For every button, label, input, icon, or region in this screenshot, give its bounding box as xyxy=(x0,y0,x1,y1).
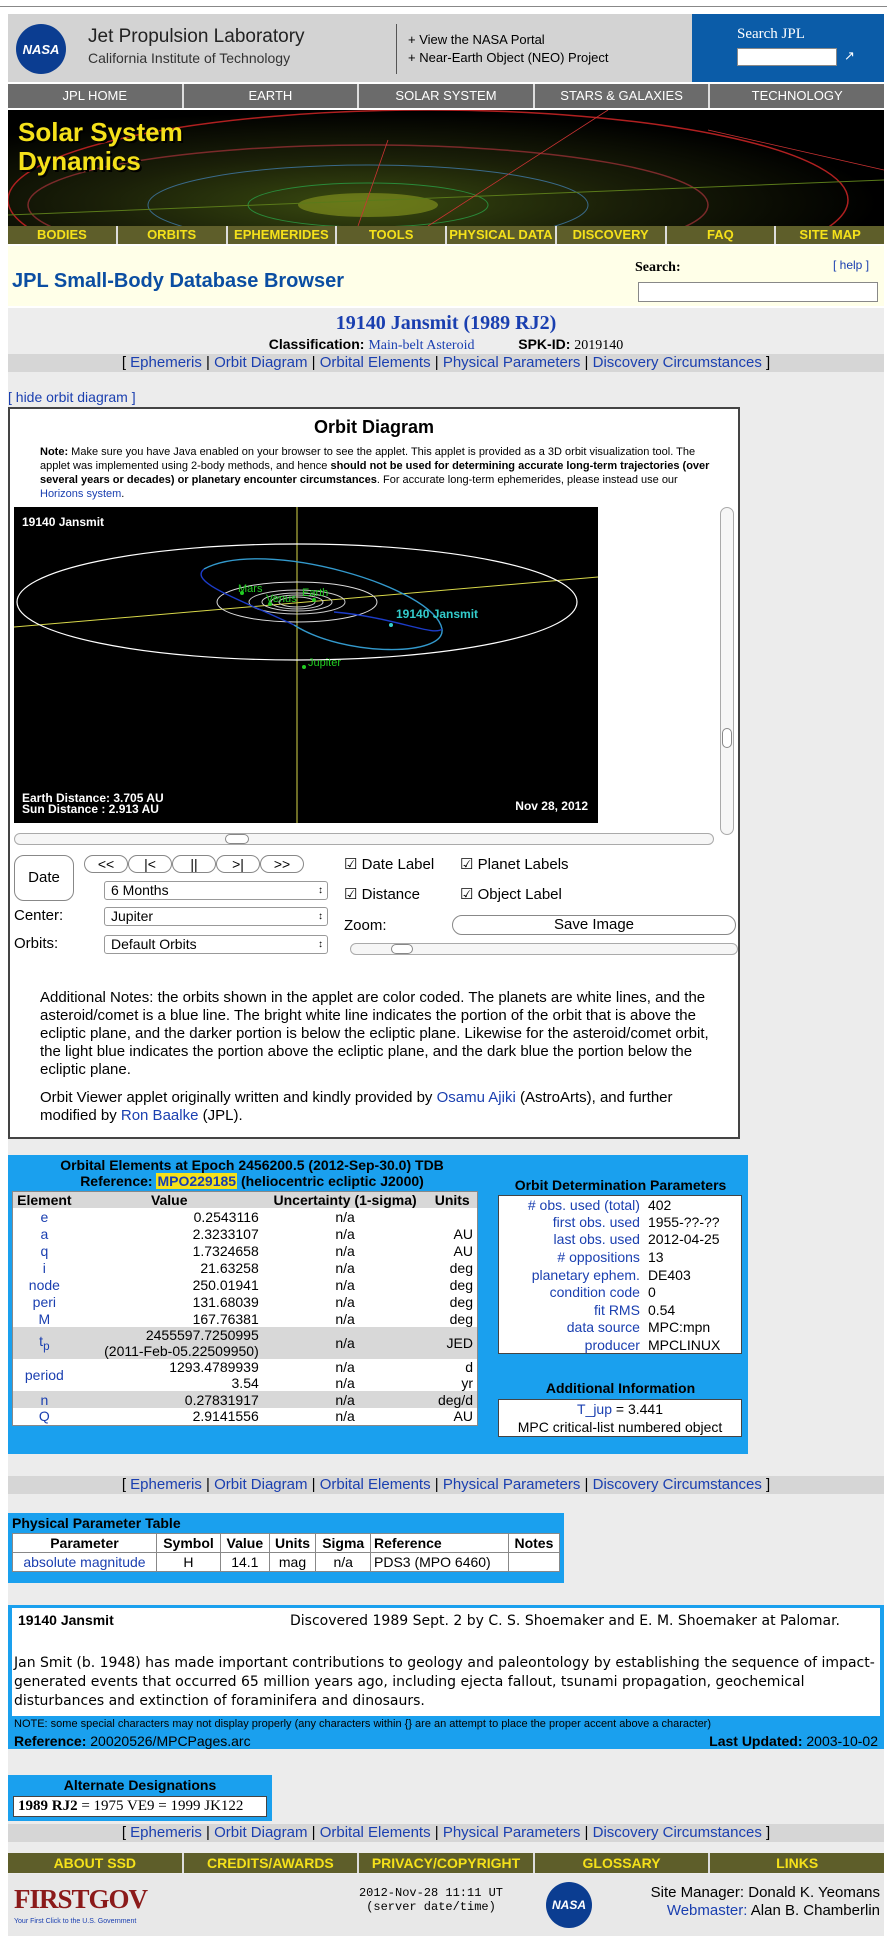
frame-label: (heliocentric ecliptic J2000) xyxy=(237,1173,424,1189)
center-label: Center: xyxy=(14,907,64,924)
notes-cell xyxy=(508,1553,559,1572)
discovery-circumstances: Discovered 1989 Sept. 2 by C. S. Shoemaker and E. M. Shoemaker at Palomar. xyxy=(290,1613,841,1629)
absolute-magnitude-link[interactable]: absolute magnitude xyxy=(13,1553,157,1572)
search-jpl-box xyxy=(692,14,884,82)
classification-label: Classification: xyxy=(268,336,365,352)
link-orbital-elements[interactable]: Orbital Elements xyxy=(319,1824,431,1841)
link-ephemeris[interactable]: Ephemeris xyxy=(130,1476,202,1493)
webmaster-line xyxy=(628,1902,880,1920)
element-uncertainty: n/a xyxy=(335,1408,355,1425)
ajiki-link[interactable]: Osamu Ajiki xyxy=(436,1089,516,1106)
element-value: 0.2543116 xyxy=(193,1208,259,1225)
applet-horizontal-scrollbar[interactable] xyxy=(14,833,714,845)
reference-label: Reference: xyxy=(80,1173,157,1189)
additional-info-box xyxy=(498,1399,742,1437)
element-link[interactable]: q xyxy=(40,1242,49,1259)
param-value: 1955-??-?? xyxy=(647,1213,720,1230)
period-unc-days: n/a xyxy=(335,1359,355,1375)
table-row xyxy=(13,1327,478,1359)
ssd-title-line1: Solar System xyxy=(18,117,183,147)
step-size-select[interactable] xyxy=(104,881,328,900)
date-label-checkbox-label: Date Label xyxy=(361,856,435,873)
checkbox-checked-icon: ☑ xyxy=(460,856,474,873)
element-uncertainty: n/a xyxy=(335,1242,355,1259)
jpl-subtitle: California Institute of Technology xyxy=(88,50,291,66)
earth-label: Earth xyxy=(302,587,329,599)
orbit-diagram-title: Orbit Diagram xyxy=(313,417,435,437)
physical-parameters-title: Physical Parameter Table xyxy=(12,1515,181,1531)
table-row xyxy=(13,1208,478,1225)
column-header: Symbol xyxy=(156,1534,220,1553)
planet-labels-checkbox-label: Planet Labels xyxy=(477,856,569,873)
param-value: 0 xyxy=(647,1284,656,1301)
param-link[interactable]: fit RMS xyxy=(594,1301,640,1318)
ssd-nav-tools[interactable]: TOOLS xyxy=(337,226,447,244)
footer-links[interactable]: LINKS xyxy=(776,1855,819,1871)
zoom-label: Zoom: xyxy=(344,917,387,934)
tp-symbol: t xyxy=(39,1333,44,1350)
element-link[interactable]: n xyxy=(40,1391,49,1408)
center-value: Jupiter xyxy=(111,908,154,924)
element-value: 2.9141556 xyxy=(192,1408,259,1425)
column-header: Notes xyxy=(508,1534,559,1553)
table-row xyxy=(499,1213,742,1231)
venus-label: Venus xyxy=(266,593,297,605)
tjup-link[interactable]: T_jup xyxy=(576,1401,613,1417)
firstgov-tagline: Your First Click to the U.S. Government xyxy=(14,1918,137,1925)
applet-object-name: 19140 Jansmit xyxy=(22,515,105,529)
orbit-applet-graphic[interactable] xyxy=(14,507,598,823)
applet-orbit-label: 19140 Jansmit xyxy=(396,607,479,621)
applet-vertical-scrollbar[interactable] xyxy=(720,507,734,835)
alternate-designations-box xyxy=(13,1796,267,1817)
column-header: Value xyxy=(76,1192,263,1209)
orbits-select[interactable] xyxy=(104,935,328,954)
table-row xyxy=(499,1319,742,1337)
object-label-checkbox-label: Object Label xyxy=(477,886,562,903)
hide-orbit-diagram-link[interactable]: [ hide orbit diagram ] xyxy=(8,389,136,405)
tp-jd: 2455597.7250995 xyxy=(145,1327,259,1343)
mars-label: Mars xyxy=(238,583,263,595)
orbital-elements-heading xyxy=(12,1157,492,1189)
orbital-elements-panel xyxy=(8,1155,748,1454)
pause-button[interactable]: || xyxy=(172,855,216,873)
special-characters-note: NOTE: some special characters may not display properly (any characters within {} are an attempt to place the proper accent above a character) xyxy=(14,1718,712,1730)
element-link[interactable]: M xyxy=(38,1310,51,1327)
link-ephemeris[interactable]: Ephemeris xyxy=(130,354,202,371)
site-manager-line xyxy=(628,1884,880,1902)
select-arrows-icon: ↕ xyxy=(318,885,323,896)
horizons-link[interactable]: Horizons system xyxy=(40,488,122,500)
table-row xyxy=(13,1293,478,1310)
param-value: DE403 xyxy=(647,1266,691,1283)
table-row xyxy=(13,1359,478,1391)
reference-heading xyxy=(12,1173,492,1189)
symbol-cell: H xyxy=(156,1553,220,1572)
element-value xyxy=(76,1327,263,1359)
column-header: Sigma xyxy=(316,1534,371,1553)
checkbox-checked-icon: ☑ xyxy=(460,886,474,903)
classification-line xyxy=(8,336,884,354)
column-header: Uncertainty (1-sigma) xyxy=(263,1192,428,1209)
table-row xyxy=(13,1391,478,1408)
orbits-label: Orbits: xyxy=(14,935,59,952)
credit-text-2: (AstroArts), and further modified by xyxy=(40,1089,673,1124)
element-value: 131.68039 xyxy=(192,1293,259,1310)
column-header: Value xyxy=(221,1534,270,1553)
element-link[interactable]: Q xyxy=(38,1408,50,1425)
section-link-bar-bottom: [ Ephemeris | Orbit Diagram | Orbital Elements | Physical Parameters | Discovery Circumstances ] xyxy=(8,1824,884,1842)
column-header: Element xyxy=(13,1192,76,1209)
top-rule xyxy=(0,6,887,7)
sbdb-search-label: Search: xyxy=(635,260,681,275)
applet-date: Nov 28, 2012 xyxy=(515,799,588,813)
other-designations: = 1975 VE9 = 1999 JK122 xyxy=(77,1798,244,1814)
element-uncertainty: n/a xyxy=(335,1391,355,1408)
element-units: deg xyxy=(449,1310,473,1327)
applet-distances xyxy=(22,793,164,815)
server-date xyxy=(358,1886,504,1914)
element-uncertainty: n/a xyxy=(335,1293,355,1310)
table-row xyxy=(499,1231,742,1249)
tjup-line xyxy=(499,1400,741,1418)
nav-stars-galaxies[interactable]: STARS & GALAXIES xyxy=(535,84,711,108)
table-row xyxy=(499,1248,742,1266)
link-orbit-diagram[interactable]: Orbit Diagram xyxy=(214,354,308,371)
note-warning: should not be used for determining accurate long-term trajectories (over several years or decades) or planetary encounter circumstances xyxy=(40,460,710,486)
alternate-designations-panel xyxy=(8,1775,272,1821)
column-header: Units xyxy=(427,1192,477,1209)
link-physical-parameters[interactable]: Physical Parameters xyxy=(442,1476,581,1493)
nav-technology[interactable]: TECHNOLOGY xyxy=(751,88,843,103)
element-link[interactable]: a xyxy=(40,1225,49,1242)
ssd-nav-site-map[interactable]: SITE MAP xyxy=(799,227,861,242)
credit-text-3: (JPL). xyxy=(198,1107,243,1124)
element-units: AU xyxy=(453,1242,473,1259)
reference-label: Reference: xyxy=(14,1733,87,1749)
save-image-button[interactable]: Save Image xyxy=(452,915,736,935)
param-link[interactable]: # obs. used (total) xyxy=(527,1196,640,1213)
step-back-button[interactable]: |< xyxy=(128,855,172,873)
element-units xyxy=(427,1208,477,1225)
page-title: JPL Small-Body Database Browser xyxy=(12,270,344,292)
param-link[interactable]: producer xyxy=(584,1336,640,1353)
footer-glossary[interactable]: GLOSSARY xyxy=(535,1853,711,1873)
period-unc-years: n/a xyxy=(335,1375,355,1391)
table-header xyxy=(13,1534,560,1553)
period-units-years: yr xyxy=(461,1375,473,1391)
element-units: deg xyxy=(449,1259,473,1276)
sun-distance: Sun Distance : 2.913 AU xyxy=(22,802,159,816)
distance-checkbox-label: Distance xyxy=(361,886,420,903)
element-value: 21.63258 xyxy=(200,1259,259,1276)
step-forward-button[interactable]: >| xyxy=(216,855,260,873)
applet-credit xyxy=(40,1089,710,1125)
param-value: MPCLINUX xyxy=(647,1336,721,1353)
param-link[interactable]: last obs. used xyxy=(553,1231,640,1248)
sbdb-title-bar xyxy=(8,246,884,306)
header-divider xyxy=(396,24,397,74)
horizontal-scroll-thumb[interactable] xyxy=(225,834,249,844)
link-ephemeris[interactable]: Ephemeris xyxy=(130,1824,202,1841)
help-link[interactable]: [ help ] xyxy=(833,258,870,272)
note-label: Note: xyxy=(40,446,69,458)
credit-text-1: Orbit Viewer applet originally written and kindly provided by xyxy=(40,1089,437,1106)
param-value: 13 xyxy=(647,1249,664,1266)
param-value: 402 xyxy=(647,1196,672,1213)
object-label-checkbox[interactable] xyxy=(460,885,562,903)
jpl-header xyxy=(8,14,884,82)
ssd-title[interactable] xyxy=(18,118,183,176)
param-link[interactable]: data source xyxy=(566,1319,640,1336)
param-value: 2012-04-25 xyxy=(647,1231,720,1248)
jupiter-label: Jupiter xyxy=(308,657,342,669)
link-orbit-diagram[interactable]: Orbit Diagram xyxy=(214,1824,308,1841)
element-link[interactable] xyxy=(13,1327,76,1359)
ssd-nav xyxy=(8,226,884,244)
firstgov-logo[interactable]: FIRSTGOV xyxy=(14,1884,148,1914)
forward-fast-button[interactable]: >> xyxy=(260,855,304,873)
search-go-icon[interactable]: ↗ xyxy=(844,48,855,63)
orbital-elements-table xyxy=(12,1191,478,1426)
param-link[interactable]: # oppositions xyxy=(557,1249,640,1266)
discovery-panel xyxy=(8,1605,884,1749)
table-row xyxy=(499,1283,742,1301)
table-row xyxy=(499,1196,742,1214)
mpo-reference-link[interactable]: MPO229185 xyxy=(157,1173,237,1189)
link-orbital-elements[interactable]: Orbital Elements xyxy=(319,354,431,371)
ssd-nav-orbits[interactable]: ORBITS xyxy=(118,226,228,244)
date-label-checkbox[interactable] xyxy=(344,855,434,873)
java-note xyxy=(40,445,710,501)
element-units: AU xyxy=(453,1225,473,1242)
table-row xyxy=(499,1266,742,1284)
footer-privacy-copyright[interactable]: PRIVACY/COPYRIGHT xyxy=(359,1853,535,1873)
discovery-object-name: 19140 Jansmit xyxy=(18,1612,114,1628)
ssd-nav-faq[interactable]: FAQ xyxy=(667,226,777,244)
select-arrows-icon: ↕ xyxy=(318,939,323,950)
column-header: Parameter xyxy=(13,1534,157,1553)
primary-designation: 1989 RJ2 xyxy=(18,1798,78,1814)
element-value: 1.7324658 xyxy=(192,1242,259,1259)
ssd-nav-ephemerides[interactable]: EPHEMERIDES xyxy=(228,226,338,244)
ssd-nav-discovery[interactable]: DISCOVERY xyxy=(557,226,667,244)
table-row xyxy=(13,1242,478,1259)
additional-notes: Additional Notes: the orbits shown in the applet are color coded. The planets are white lines, and the asteroid/comet is a blue line. The bright white line indicates the portion of the orbit that is above the ecliptic plane, and the darker portion is below the ecliptic plane. Likewise for the asteroid/comet orbit, the light blue indicates the portion above the ecliptic plane, and the dark blue the portion below the ecliptic plane. xyxy=(40,989,709,1078)
object-title: 19140 Jansmit (1989 RJ2) xyxy=(335,312,557,334)
ssd-nav-physical-data[interactable]: PHYSICAL DATA xyxy=(447,226,557,244)
element-value: 2.3233107 xyxy=(192,1225,259,1242)
element-uncertainty: n/a xyxy=(335,1276,355,1293)
server-date-value: 2012-Nov-28 11:11 UT xyxy=(358,1886,504,1900)
footer-nav xyxy=(8,1853,884,1873)
param-link[interactable]: condition code xyxy=(549,1284,640,1301)
element-units: deg/d xyxy=(437,1391,473,1408)
link-discovery-circumstances[interactable]: Discovery Circumstances xyxy=(592,1824,762,1841)
element-value: 167.76381 xyxy=(192,1310,259,1327)
link-orbital-elements[interactable]: Orbital Elements xyxy=(319,1476,431,1493)
orbit-applet[interactable] xyxy=(14,507,598,823)
search-jpl-label: Search JPL xyxy=(737,26,805,42)
period-days: 1293.4789939 xyxy=(169,1359,259,1375)
discovery-box xyxy=(12,1608,880,1716)
note-text-2: . For accurate long-term ephemerides, please instead use our xyxy=(376,474,678,486)
zoom-slider[interactable] xyxy=(350,943,738,955)
table-row xyxy=(13,1259,478,1276)
element-value: 250.01941 xyxy=(192,1276,259,1293)
element-uncertainty xyxy=(263,1359,428,1391)
element-uncertainty: n/a xyxy=(335,1335,355,1351)
sbdb-search-input[interactable] xyxy=(638,282,878,302)
section-link-bar-middle: [ Ephemeris | Orbit Diagram | Orbital Elements | Physical Parameters | Discovery Circumstances ] xyxy=(8,1476,884,1494)
element-uncertainty: n/a xyxy=(335,1225,355,1242)
param-link[interactable]: first obs. used xyxy=(552,1213,640,1230)
link-physical-parameters[interactable]: Physical Parameters xyxy=(442,1824,581,1841)
link-orbit-diagram[interactable]: Orbit Diagram xyxy=(214,1476,308,1493)
date-button[interactable]: Date xyxy=(14,855,74,901)
select-arrows-icon: ↕ xyxy=(318,911,323,922)
physical-parameters-table xyxy=(12,1533,560,1572)
column-header: Units xyxy=(269,1534,316,1553)
checkbox-checked-icon: ☑ xyxy=(344,886,358,903)
nav-earth[interactable]: EARTH xyxy=(184,84,360,108)
last-updated-value: 2003-10-02 xyxy=(802,1733,878,1749)
param-value: MPC:mpn xyxy=(647,1319,711,1336)
element-link[interactable]: node xyxy=(28,1276,60,1293)
element-units: deg xyxy=(449,1293,473,1310)
note-end: . xyxy=(121,488,125,500)
element-units xyxy=(427,1359,477,1391)
value-cell: 14.1 xyxy=(221,1553,270,1572)
period-units-days: d xyxy=(465,1359,473,1375)
ssd-nav-bodies[interactable]: BODIES xyxy=(8,226,118,244)
spk-id: 2019140 xyxy=(574,338,624,353)
distance-checkbox[interactable] xyxy=(344,885,420,903)
table-row xyxy=(499,1301,742,1319)
orbit-diagram-panel xyxy=(8,407,740,1139)
element-uncertainty: n/a xyxy=(335,1310,355,1327)
link-discovery-circumstances[interactable]: Discovery Circumstances xyxy=(592,354,762,371)
reference-value: 20020526/MPCPages.arc xyxy=(86,1733,251,1749)
site-manager-name: Donald K. Yeomans xyxy=(748,1884,880,1901)
element-units: JED xyxy=(446,1335,473,1351)
vertical-scroll-thumb[interactable] xyxy=(722,728,732,748)
element-value: 0.27831917 xyxy=(184,1391,259,1408)
webmaster-name: Alan B. Chamberlin xyxy=(750,1902,880,1919)
note-text-1: Make sure you have Java enabled on your browser to see the applet. This applet is provided as a 3D orbit visualization tool. The applet was implemented using 2-body methods, and hence xyxy=(40,446,696,472)
param-link[interactable]: planetary ephem. xyxy=(531,1266,640,1283)
orbit-determination-table xyxy=(498,1195,742,1354)
link-physical-parameters[interactable]: Physical Parameters xyxy=(442,354,581,371)
neo-project-link[interactable]: + Near-Earth Object (NEO) Project xyxy=(408,50,609,65)
nav-solar-system[interactable]: SOLAR SYSTEM xyxy=(359,84,535,108)
nasa-portal-link[interactable]: + View the NASA Portal xyxy=(408,32,545,47)
additional-info-title: Additional Information xyxy=(545,1380,696,1396)
link-discovery-circumstances[interactable]: Discovery Circumstances xyxy=(592,1476,762,1493)
site-credits xyxy=(628,1884,880,1920)
tp-subscript: p xyxy=(43,1339,50,1353)
table-row xyxy=(13,1225,478,1242)
footer-credits-awards[interactable]: CREDITS/AWARDS xyxy=(184,1853,360,1873)
table-header xyxy=(13,1192,478,1209)
units-cell: mag xyxy=(269,1553,316,1572)
epoch-heading: Orbital Elements at Epoch 2456200.5 (2012-Sep-30.0) TDB xyxy=(60,1157,444,1173)
table-row xyxy=(13,1276,478,1293)
last-updated-label: Last Updated: xyxy=(709,1733,803,1749)
reference-cell: PDS3 (MPO 6460) xyxy=(371,1553,509,1572)
table-row xyxy=(13,1310,478,1327)
nav-jpl-home[interactable]: JPL HOME xyxy=(8,84,184,108)
footer-about-ssd[interactable]: ABOUT SSD xyxy=(8,1853,184,1873)
jpl-top-nav xyxy=(8,84,884,108)
spk-label: SPK-ID: xyxy=(518,336,571,352)
period-years: 3.54 xyxy=(231,1375,259,1391)
table-row xyxy=(499,1336,742,1354)
orbit-determination-title: Orbit Determination Parameters xyxy=(514,1177,727,1193)
footer xyxy=(8,1874,884,1936)
earth-distance: Earth Distance: 3.705 AU xyxy=(22,791,164,805)
element-link[interactable]: period xyxy=(24,1367,64,1383)
planet-labels-checkbox[interactable] xyxy=(460,855,569,873)
ssd-title-line2: Dynamics xyxy=(18,146,141,176)
element-link[interactable]: e xyxy=(40,1208,49,1225)
table-row xyxy=(13,1408,478,1425)
rewind-fast-button[interactable]: << xyxy=(84,855,128,873)
element-link[interactable]: i xyxy=(42,1259,46,1276)
sigma-cell: n/a xyxy=(316,1553,371,1572)
tp-date: (2011-Feb-05.22509950) xyxy=(104,1343,259,1359)
section-link-bar-top: [ Ephemeris | Orbit Diagram | Orbital Elements | Physical Parameters | Discovery Circumstances ] xyxy=(8,354,884,372)
classification-link[interactable]: Main-belt Asteroid xyxy=(368,338,475,353)
search-jpl-input[interactable] xyxy=(737,48,837,66)
object-header xyxy=(8,308,884,354)
discovery-reference xyxy=(14,1733,251,1749)
mpc-critical-list: MPC critical-list numbered object xyxy=(517,1419,723,1435)
baalke-link[interactable]: Ron Baalke xyxy=(120,1107,199,1124)
ssd-banner xyxy=(8,110,884,226)
physical-parameters-panel xyxy=(8,1513,564,1583)
checkbox-checked-icon: ☑ xyxy=(344,856,358,873)
step-size-value: 6 Months xyxy=(111,882,169,898)
tjup-value: = 3.441 xyxy=(612,1401,664,1417)
param-value: 0.54 xyxy=(647,1301,676,1318)
orbits-value: Default Orbits xyxy=(111,936,197,952)
name-citation: Jan Smit (b. 1948) has made important contributions to geology and paleontology by establishing the sequence of impact-generated events that occurred 65 million years ago, including ejecta fallout, tsunami propagation, geochemical disturbances and extinction of foraminifera and dinosaurs. xyxy=(14,1655,875,1709)
nasa-footer-logo[interactable]: NASA xyxy=(546,1882,592,1928)
element-value xyxy=(76,1359,263,1391)
nasa-logo[interactable]: NASA xyxy=(16,24,66,74)
site-manager-label: Site Manager: xyxy=(650,1884,745,1901)
server-date-note: (server date/time) xyxy=(366,1900,496,1914)
element-units: AU xyxy=(453,1408,473,1425)
element-uncertainty: n/a xyxy=(335,1259,355,1276)
zoom-slider-thumb[interactable] xyxy=(391,944,413,954)
center-select[interactable] xyxy=(104,907,328,926)
element-uncertainty: n/a xyxy=(335,1208,355,1225)
element-units: deg xyxy=(449,1276,473,1293)
webmaster-link[interactable]: Webmaster: xyxy=(666,1902,748,1919)
alternate-designations-title: Alternate Designations xyxy=(63,1777,217,1793)
table-row xyxy=(13,1553,560,1572)
element-link[interactable]: peri xyxy=(32,1293,57,1310)
last-updated xyxy=(709,1733,878,1749)
jpl-title[interactable]: Jet Propulsion Laboratory xyxy=(88,26,305,47)
column-header: Reference xyxy=(371,1534,509,1553)
